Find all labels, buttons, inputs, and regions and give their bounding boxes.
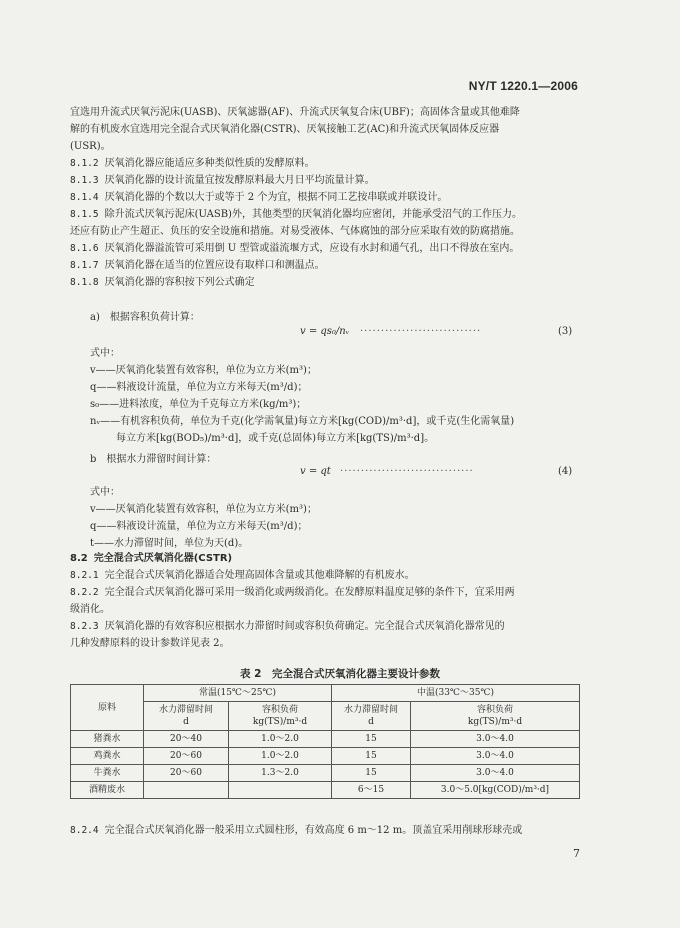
cell-normal-hrt [144, 782, 229, 799]
cell-mid-hrt: 6～15 [332, 782, 411, 799]
clause-text: 级消化。 [70, 604, 110, 615]
clause-text: 完全混合式厌氧消化器一般采用立式圆柱形，有效高度 6 m～12 m。顶盖宜采用削球形球壳或 [104, 825, 523, 836]
formula-dots: ····························· [360, 326, 482, 337]
clause-number: 8.1.2 [70, 158, 99, 169]
clause-number: 8.2.1 [70, 570, 99, 581]
hrt-unit: d [368, 717, 374, 727]
definition-line: q——料液设计流量，单位为立方米每天(m³/d)； [90, 382, 308, 393]
clause-text: 还应有防止产生超正、负压的安全设施和措施。对易受液体、气体腐蚀的部分应采取有效的防腐措施。 [70, 226, 520, 237]
table-header-row [71, 685, 580, 702]
clause-824 [70, 822, 578, 839]
clause-text: 几种发酵原料的设计参数详见表 2。 [70, 638, 230, 649]
formula-a-definitions [90, 345, 514, 447]
clause [70, 206, 578, 223]
clause-number: 8.1.4 [70, 192, 99, 203]
paragraph-line: 解的有机废水宜选用完全混合式厌氧消化器(CSTR)、厌氧接触工艺(AC)和升流式厌氧固体反应器 [70, 124, 500, 135]
definitions-lead: 式中： [90, 487, 120, 498]
paragraph-line: (USR)。 [70, 141, 111, 152]
header-hrt [144, 702, 229, 731]
hrt-label: 水力滞留时间 [343, 705, 398, 715]
load-label: 容积负荷 [476, 705, 513, 715]
section-heading [70, 550, 578, 567]
header-load [229, 702, 332, 731]
cell-mid-hrt: 15 [332, 765, 411, 782]
formula-3-expression: v = qs₀/nᵥ [300, 326, 350, 337]
clause-text: 厌氧消化器溢流管可采用倒 U 型管或溢流堰方式，应设有水封和通气孔，出口不得放在室内。 [104, 243, 520, 254]
clause-continuation [70, 635, 578, 652]
cell-material: 酒精废水 [71, 782, 144, 799]
clause [70, 240, 578, 257]
cell-normal-hrt: 20～60 [144, 765, 229, 782]
load-label: 容积负荷 [261, 705, 298, 715]
clause [70, 172, 578, 189]
page-number: 7 [573, 847, 580, 860]
section-82 [70, 550, 578, 652]
clause [70, 618, 578, 635]
clause-number: 8.1.7 [70, 260, 99, 271]
formula-dots: ································ [340, 466, 474, 477]
header-hrt [332, 702, 411, 731]
section-number: 8.2 [70, 553, 88, 564]
load-unit: kg(TS)/m³·d [252, 717, 308, 727]
cell-mid-load: 3.0～5.0[kg(COD)/m³·d] [411, 782, 580, 799]
intro-paragraph [70, 104, 578, 155]
clause-number: 8.2.2 [70, 587, 99, 598]
clause [70, 584, 578, 601]
formula-3-number: (3) [558, 326, 573, 337]
clause [70, 189, 578, 206]
clause-text: 厌氧消化器的容积按下列公式确定 [104, 277, 255, 288]
clause [70, 274, 578, 291]
formula-b-definitions [90, 484, 317, 552]
clause-number: 8.1.8 [70, 277, 99, 288]
clause-text: 厌氧消化器的有效容积应根据水力滞留时间或容积负荷确定。完全混合式厌氧消化器常见的 [104, 621, 505, 632]
table-row [71, 731, 580, 748]
formula-4-expression: v = qt [300, 466, 331, 477]
header-mid-temp: 中温(33℃～35℃) [332, 685, 580, 702]
cell-material: 牛粪水 [71, 765, 144, 782]
cell-normal-load: 1.3～2.0 [229, 765, 332, 782]
cell-mid-hrt: 15 [332, 748, 411, 765]
hrt-unit: d [183, 717, 189, 727]
table-row [71, 748, 580, 765]
clause-text: 厌氧消化器的设计流量宜按发酵原料最大月日平均流量计算。 [104, 175, 375, 186]
cell-material: 鸡粪水 [71, 748, 144, 765]
cell-normal-hrt: 20～40 [144, 731, 229, 748]
clause [70, 155, 578, 172]
clause-text: 厌氧消化器在适当的位置应设有取样口和测温点。 [104, 260, 325, 271]
formula-a-label: a) 根据容积负荷计算： [90, 312, 200, 323]
definition-line: q——料液设计流量，单位为立方米每天(m³/d)； [90, 521, 308, 532]
clause-text: 除升流式厌氧污泥床(UASB)外，其他类型的厌氧消化器均应密闭，并能承受沼气的工作压力。 [104, 209, 522, 220]
clause-number: 8.1.3 [70, 175, 99, 186]
cell-normal-hrt: 20～60 [144, 748, 229, 765]
cell-mid-load: 3.0～4.0 [411, 765, 580, 782]
header-load [411, 702, 580, 731]
cell-mid-hrt: 15 [332, 731, 411, 748]
definition-line: nᵥ——有机容积负荷，单位为千克(化学需氧量)每立方米[kg(COD)/m³·d]，或千克(生化需氧量) [90, 416, 515, 427]
cell-mid-load: 3.0～4.0 [411, 748, 580, 765]
formula-b-label: b 根据水力滞留时间计算： [90, 454, 217, 465]
cell-material: 猪粪水 [71, 731, 144, 748]
clause-number: 8.2.4 [70, 825, 99, 836]
clause [70, 567, 578, 584]
definition-line: s₀——进料浓度，单位为千克每立方米(kg/m³)； [90, 399, 307, 410]
table-row [71, 782, 580, 799]
cell-normal-load [229, 782, 332, 799]
clauses-81 [70, 155, 578, 291]
cell-normal-load: 1.0～2.0 [229, 748, 332, 765]
clause-text: 完全混合式厌氧消化器适合处理高固体含量或其他难降解的有机废水。 [104, 570, 415, 581]
header-normal-temp: 常温(15℃～25℃) [144, 685, 332, 702]
table-subheader-row [71, 702, 580, 731]
paragraph-line: 宜选用升流式厌氧污泥床(UASB)、厌氧滤器(AF)、升流式厌氧复合床(UBF)；高固体含量或其他难降 [70, 107, 520, 118]
load-unit: kg(TS)/m³·d [467, 717, 523, 727]
design-parameters-table [70, 684, 580, 799]
cell-mid-load: 3.0～4.0 [411, 731, 580, 748]
clause-number: 8.1.6 [70, 243, 99, 254]
definition-line: v——厌氧消化装置有效容积，单位为立方米(m³)； [90, 504, 317, 515]
definitions-lead: 式中： [90, 348, 120, 359]
clause-number: 8.1.5 [70, 209, 99, 220]
clause-text: 厌氧消化器的个数以大于或等于 2 个为宜，根据不同工艺按串联或并联设计。 [104, 192, 448, 203]
definition-line: v——厌氧消化装置有效容积，单位为立方米(m³)； [90, 365, 317, 376]
cell-normal-load: 1.0～2.0 [229, 731, 332, 748]
clause-text: 完全混合式厌氧消化器可采用一级消化或两级消化。在发酵原料温度足够的条件下，宜采用两 [104, 587, 515, 598]
clause-continuation [70, 601, 578, 618]
clause-text: 厌氧消化器应能适应多种类似性质的发酵原料。 [104, 158, 315, 169]
clause [70, 257, 578, 274]
table-title: 表 2 完全混合式厌氧消化器主要设计参数 [240, 668, 440, 680]
clause-number: 8.2.3 [70, 621, 99, 632]
header-material: 原料 [71, 685, 144, 731]
standard-code: NY/T 1220.1—2006 [468, 79, 578, 93]
definition-line: 每立方米[kg(BOD₅)/m³·d]，或千克(总固体)每立方米[kg(TS)/m³·d]。 [116, 433, 435, 444]
hrt-label: 水力滞留时间 [158, 705, 213, 715]
table-row [71, 765, 580, 782]
section-title: 完全混合式厌氧消化器(CSTR) [93, 553, 233, 564]
definition-line: t——水力滞留时间，单位为天(d)。 [90, 538, 249, 549]
clause [70, 822, 578, 839]
clause-continuation [70, 223, 578, 240]
formula-4-number: (4) [558, 466, 573, 477]
